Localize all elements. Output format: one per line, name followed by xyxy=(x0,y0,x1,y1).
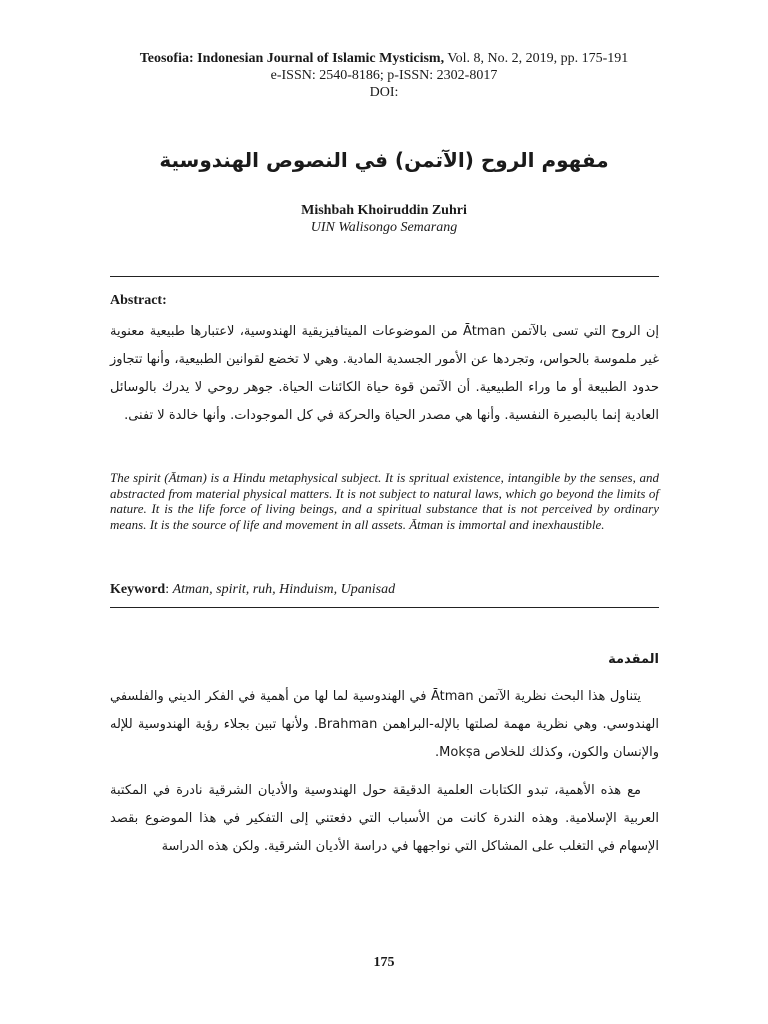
introduction-paragraph-2 xyxy=(110,777,659,861)
article-title: مفهوم الروح (الآتمن) في النصوص الهندوسية xyxy=(159,148,609,172)
abstract-label: Abstract: xyxy=(110,293,167,308)
abstract-arabic xyxy=(110,318,659,430)
abstract-arabic-text: إن الروح التي تسى بالآتمن Ātman من الموضوعات الميتافيزيقية الهندوسية، لاعتبارها طبيعية معنوية غير ملموسة بالحواس، وتجردها عن الأمور الجسدية المادية. وهي لا تخضع لقوانين الطبيعية، وأنها تتجاوز حدود الطبيعة أو ما وراء الطبيعية. أن الآتمن قوة حياة الكائنات الحياة. جوهر روحي لا يدرك بالوسائل العادية إنما بالبصيرة النفسية. وأنها هي مصدر الحياة والحركة في كل الموجودات. وأنها خالدة لا تفنى. xyxy=(110,324,660,423)
issn-line: e-ISSN: 2540-8186; p-ISSN: 2302-8017 xyxy=(270,68,498,83)
top-divider xyxy=(110,276,659,277)
journal-header xyxy=(60,50,708,101)
keyword-separator: : xyxy=(165,582,173,597)
page-number: 175 xyxy=(373,955,395,970)
bottom-divider xyxy=(110,607,659,608)
abstract-english: The spirit (Ātman) is a Hindu metaphysical subject. It is spritual existence, intangible by the senses, and abstracted from material physical matters. It is not subject to natural laws, which go beyond the limits of nature. It is the life force of living beings, and a spiritual substance that is not perceived by ordinary means. It is the source of life and movement in all assets. Ātman is immortal and inexhaustible. xyxy=(110,470,659,532)
journal-citation-line xyxy=(60,50,708,67)
introduction-paragraph-1 xyxy=(110,683,659,767)
keyword-line xyxy=(110,582,395,598)
author-block xyxy=(60,202,708,236)
author-affiliation: UIN Walisongo Semarang xyxy=(310,220,458,235)
introduction-paragraph-2-text: مع هذه الأهمية، تبدو الكتابات العلمية الدقيقة حول الهندوسية والأديان الشرقية نادرة في المكتبة العربية الإسلامية. وهذه الندرة كانت من الأسباب التي دفعتني إلى التفكير في هذا الموضوع بقصد الإسهام في التغلب على المشاكل التي نواجهها في دراسة الأديان الشرقية. ولكن هذه الدراسة xyxy=(110,783,659,854)
volume-info: Vol. 8, No. 2, 2019, pp. 175-191 xyxy=(444,51,629,66)
keyword-label: Keyword xyxy=(110,582,166,597)
introduction-heading: المقدمة xyxy=(608,652,659,667)
doi-line: DOI: xyxy=(369,85,399,100)
keyword-values: Atman, spirit, ruh, Hinduism, Upanisad xyxy=(172,582,396,597)
introduction-paragraph-1-text: يتناول هذا البحث نظرية الآتمن Ātman في الهندوسية لما لها من أهمية في الفكر الديني والفلسفي الهندوسي. وهي نظرية مهمة لصلتها بالإله-البراهمن Brahman. ولأنها تبين بجلاء رؤية الهندوسية للإله والإنسان والكون، وكذلك للخلاص Mokṣa. xyxy=(110,689,659,760)
journal-name: Teosofia: Indonesian Journal of Islamic Mysticism, xyxy=(139,51,445,66)
author-name: Mishbah Khoiruddin Zuhri xyxy=(301,203,467,218)
